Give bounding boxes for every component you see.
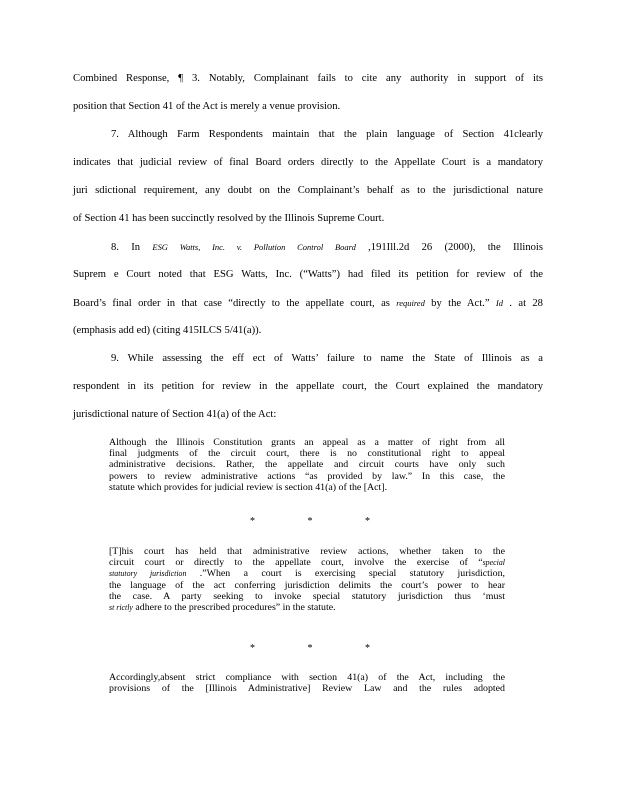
quote-line: the language of the act conferring jurisdiction delimits the court’s power to hear (109, 579, 505, 591)
quote-line: Accordingly,absent strict compliance with section 41(a) of the Act, including the (109, 672, 505, 683)
text-line: Combined Response, ¶ 3. Notably, Complainant fails to cite any authority in support of its (73, 73, 543, 84)
text-line: respondent in its petition for review in the appellate court, the Court explained the mandatory (73, 381, 543, 392)
quote-line: final judgments of the circuit court, there is no constitutional right to appeal (109, 448, 505, 460)
text-segment: .”When a court is exercising special statutory jurisdiction, (186, 568, 505, 580)
asterisk: * (250, 643, 255, 654)
block-quote (109, 437, 505, 493)
emphasis-text: statutory jurisdiction (109, 569, 187, 579)
text-line: position that Section 41 of the Act is merely a venue provision. (73, 101, 341, 112)
quote-line (109, 568, 505, 579)
asterisk: * (307, 516, 313, 527)
emphasis-text: special (482, 558, 505, 568)
text-line: Suprem e Court noted that ESG Watts, Inc. (“Watts”) had filed its petition for review of the (73, 269, 543, 280)
text-segment: ,191Ill.2d 26 (2000), the Illinois (355, 242, 543, 253)
text-segment: 8. In (111, 242, 153, 253)
text-line: (emphasis add ed) (citing 415ILCS 5/41(a)). (73, 325, 262, 336)
quote-line: [T]his court has held that administrative review actions, whether taken to the (109, 546, 505, 557)
quote-line (109, 557, 505, 568)
text-segment: circuit court or directly to the appellate court, involve the exercise of “ (109, 557, 483, 569)
quote-line (109, 602, 505, 613)
section-break (250, 516, 370, 527)
asterisk: * (365, 643, 370, 654)
text-line (73, 296, 543, 311)
asterisk: * (307, 643, 313, 654)
text-line: 9. While assessing the eff ect of Watts’ failure to name the State of Illinois as a (111, 353, 543, 364)
asterisk: * (250, 516, 255, 527)
text-line (111, 240, 543, 255)
quote-line: provisions of the [Illinois Administrative] Review Law and the rules adopted (109, 683, 505, 695)
quote-line: administrative decisions. Rather, the appellate and circuit courts have only such (109, 459, 505, 471)
emphasis-text: required (396, 298, 425, 308)
text-segment: Board’s final order in that case “directly to the appellate court, as (73, 298, 397, 309)
text-line: 7. Although Farm Respondents maintain that the plain language of Section 41clearly (111, 129, 543, 140)
quote-line: Although the Illinois Constitution grants an appeal as a matter of right from all (109, 437, 505, 448)
id-citation: Id (495, 298, 503, 308)
asterisk: * (365, 516, 370, 527)
quote-line: statute which provides for judicial review is section 41(a) of the [Act]. (109, 481, 388, 493)
text-line: of Section 41 has been succinctly resolved by the Illinois Supreme Court. (73, 213, 385, 224)
text-segment: . at 28 (502, 298, 543, 309)
block-quote (109, 672, 505, 694)
quote-line: powers to review administrative actions “as provided by law.” In this case, the (109, 470, 505, 482)
text-line: indicates that judicial review of final Board orders directly to the Appellate Court is a mandatory (73, 157, 543, 168)
case-citation: ESG Watts, Inc. v. Pollution Control Board (152, 242, 356, 252)
emphasis-text: st rictly (109, 603, 133, 613)
section-break (250, 643, 370, 654)
block-quote (109, 546, 505, 613)
text-segment: adhere to the prescribed procedures” in the statute. (132, 602, 336, 614)
text-segment: by the Act.” (424, 298, 496, 309)
quote-line: the case. A party seeking to invoke special statutory jurisdiction thus ‘must (109, 590, 505, 602)
text-line: juri sdictional requirement, any doubt on the Complainant’s behalf as to the jurisdictional nature (73, 185, 543, 196)
text-line: jurisdictional nature of Section 41(a) of the Act: (73, 409, 277, 420)
